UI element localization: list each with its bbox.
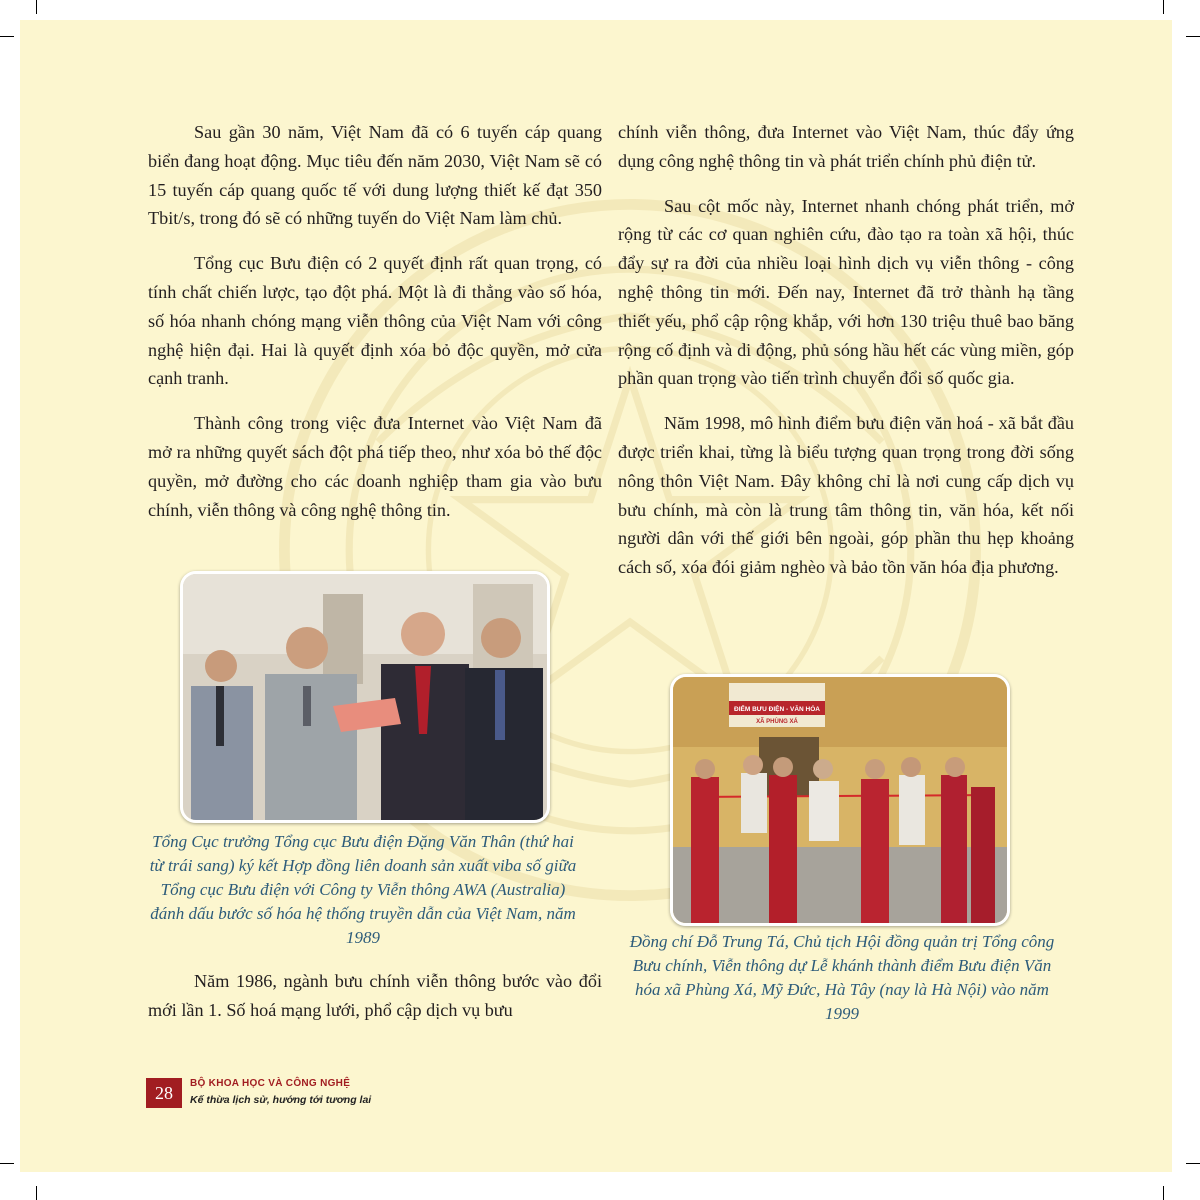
right-photo-caption: Đồng chí Đỗ Trung Tá, Chủ tịch Hội đồng quản trị Tổng công Bưu chính, Viễn thông dự Lễ khánh thành điểm Bưu điện Văn hóa xã Phùng Xá, Mỹ Đức, Hà Tây (nay là Hà Nội) vào năm 1999 — [629, 932, 1055, 1023]
right-paragraph-continued: chính viễn thông, đưa Internet vào Việt Nam, thúc đẩy ứng dụng công nghệ thông tin và phát triển chính phủ điện tử. — [618, 122, 1074, 171]
document-page — [20, 20, 1172, 1172]
footer-ministry-name: BỘ KHOA HỌC VÀ CÔNG NGHỆ — [190, 1078, 351, 1089]
left-paragraph-2: Tổng cục Bưu điện có 2 quyết định rất quan trọng, có tính chất chiến lược, tạo đột phá. Một là đi thẳng vào số hóa, số hóa nhanh chóng mạng viễn thông của Việt Nam với công nghệ hiện đại. Hai là quyết định xóa bỏ độc quyền, mở cửa cạnh tranh. — [148, 253, 602, 389]
ribbon-photo-sign-line2: XÃ PHÙNG XÁ — [756, 719, 798, 725]
crop-mark — [36, 0, 37, 14]
page-number: 28 — [146, 1078, 182, 1108]
crop-mark — [1186, 1163, 1200, 1164]
left-paragraph-3: Thành công trong việc đưa Internet vào Việt Nam đã mở ra những quyết sách đột phá tiếp theo, như xóa bỏ thế độc quyền, mở đường cho các doanh nghiệp tham gia vào bưu chính, viễn thông và công nghệ thông tin. — [148, 413, 602, 520]
crop-mark — [1186, 36, 1200, 37]
footer-tagline: Kế thừa lịch sử, hướng tới tương lai — [190, 1094, 372, 1106]
right-paragraph-2: Năm 1998, mô hình điểm bưu điện văn hoá - xã bắt đầu được triển khai, từng là biểu tượng quan trọng trong đời sống nông thôn Việt Nam. Đây không chỉ là nơi cung cấp dịch vụ bưu chính, mà còn là trung tâm thông tin, văn hóa, kết nối người dân với thế giới bên ngoài, góp phần thu hẹp khoảng cách số, xóa đói giảm nghèo và bảo tồn văn hóa địa phương. — [618, 413, 1074, 578]
signing-ceremony-photo — [180, 571, 550, 823]
right-column — [618, 118, 1074, 598]
left-column — [148, 118, 602, 540]
ribbon-cutting-photo — [670, 674, 1010, 926]
left-paragraph-1: Sau gần 30 năm, Việt Nam đã có 6 tuyến cáp quang biển đang hoạt động. Mục tiêu đến năm 2030, Việt Nam sẽ có 15 tuyến cáp quang quốc tế với dung lượng thiết kế đạt 350 Tbit/s, trong đó sẽ có những tuyến do Việt Nam làm chủ. — [148, 122, 602, 229]
ribbon-photo-sign-line1: ĐIỂM BƯU ĐIỆN - VĂN HÓA — [734, 706, 820, 713]
crop-mark — [1163, 1186, 1164, 1200]
crop-mark — [1163, 0, 1164, 14]
left-paragraph-4: Năm 1986, ngành bưu chính viễn thông bước vào đổi mới lần 1. Số hoá mạng lưới, phổ cập dịch vụ bưu — [148, 971, 602, 1020]
crop-mark — [0, 36, 14, 37]
crop-mark — [0, 1163, 14, 1164]
right-paragraph-1: Sau cột mốc này, Internet nhanh chóng phát triển, mở rộng từ các cơ quan nghiên cứu, đào tạo ra toàn xã hội, thúc đẩy sự ra đời của nhiều loại hình dịch vụ viễn thông - công nghệ thông tin mới. Đến nay, Internet đã trở thành hạ tầng thiết yếu, phổ cập rộng khắp, với hơn 130 triệu thuê bao băng rộng cố định và di động, phủ sóng hầu hết các vùng miền, góp phần quan trọng vào tiến trình chuyển đổi số quốc gia. — [618, 195, 1074, 389]
left-photo-caption: Tổng Cục trưởng Tổng cục Bưu điện Đặng Văn Thân (thứ hai từ trái sang) ký kết Hợp đồng liên doanh sản xuất viba số giữa Tổng cục Bưu điện với Công ty Viễn thông AWA (Australia) đánh dấu bước số hóa hệ thống truyền dẫn của Việt Nam, năm 1989 — [149, 832, 577, 947]
left-bottom-text — [148, 967, 602, 1041]
crop-mark — [36, 1186, 37, 1200]
